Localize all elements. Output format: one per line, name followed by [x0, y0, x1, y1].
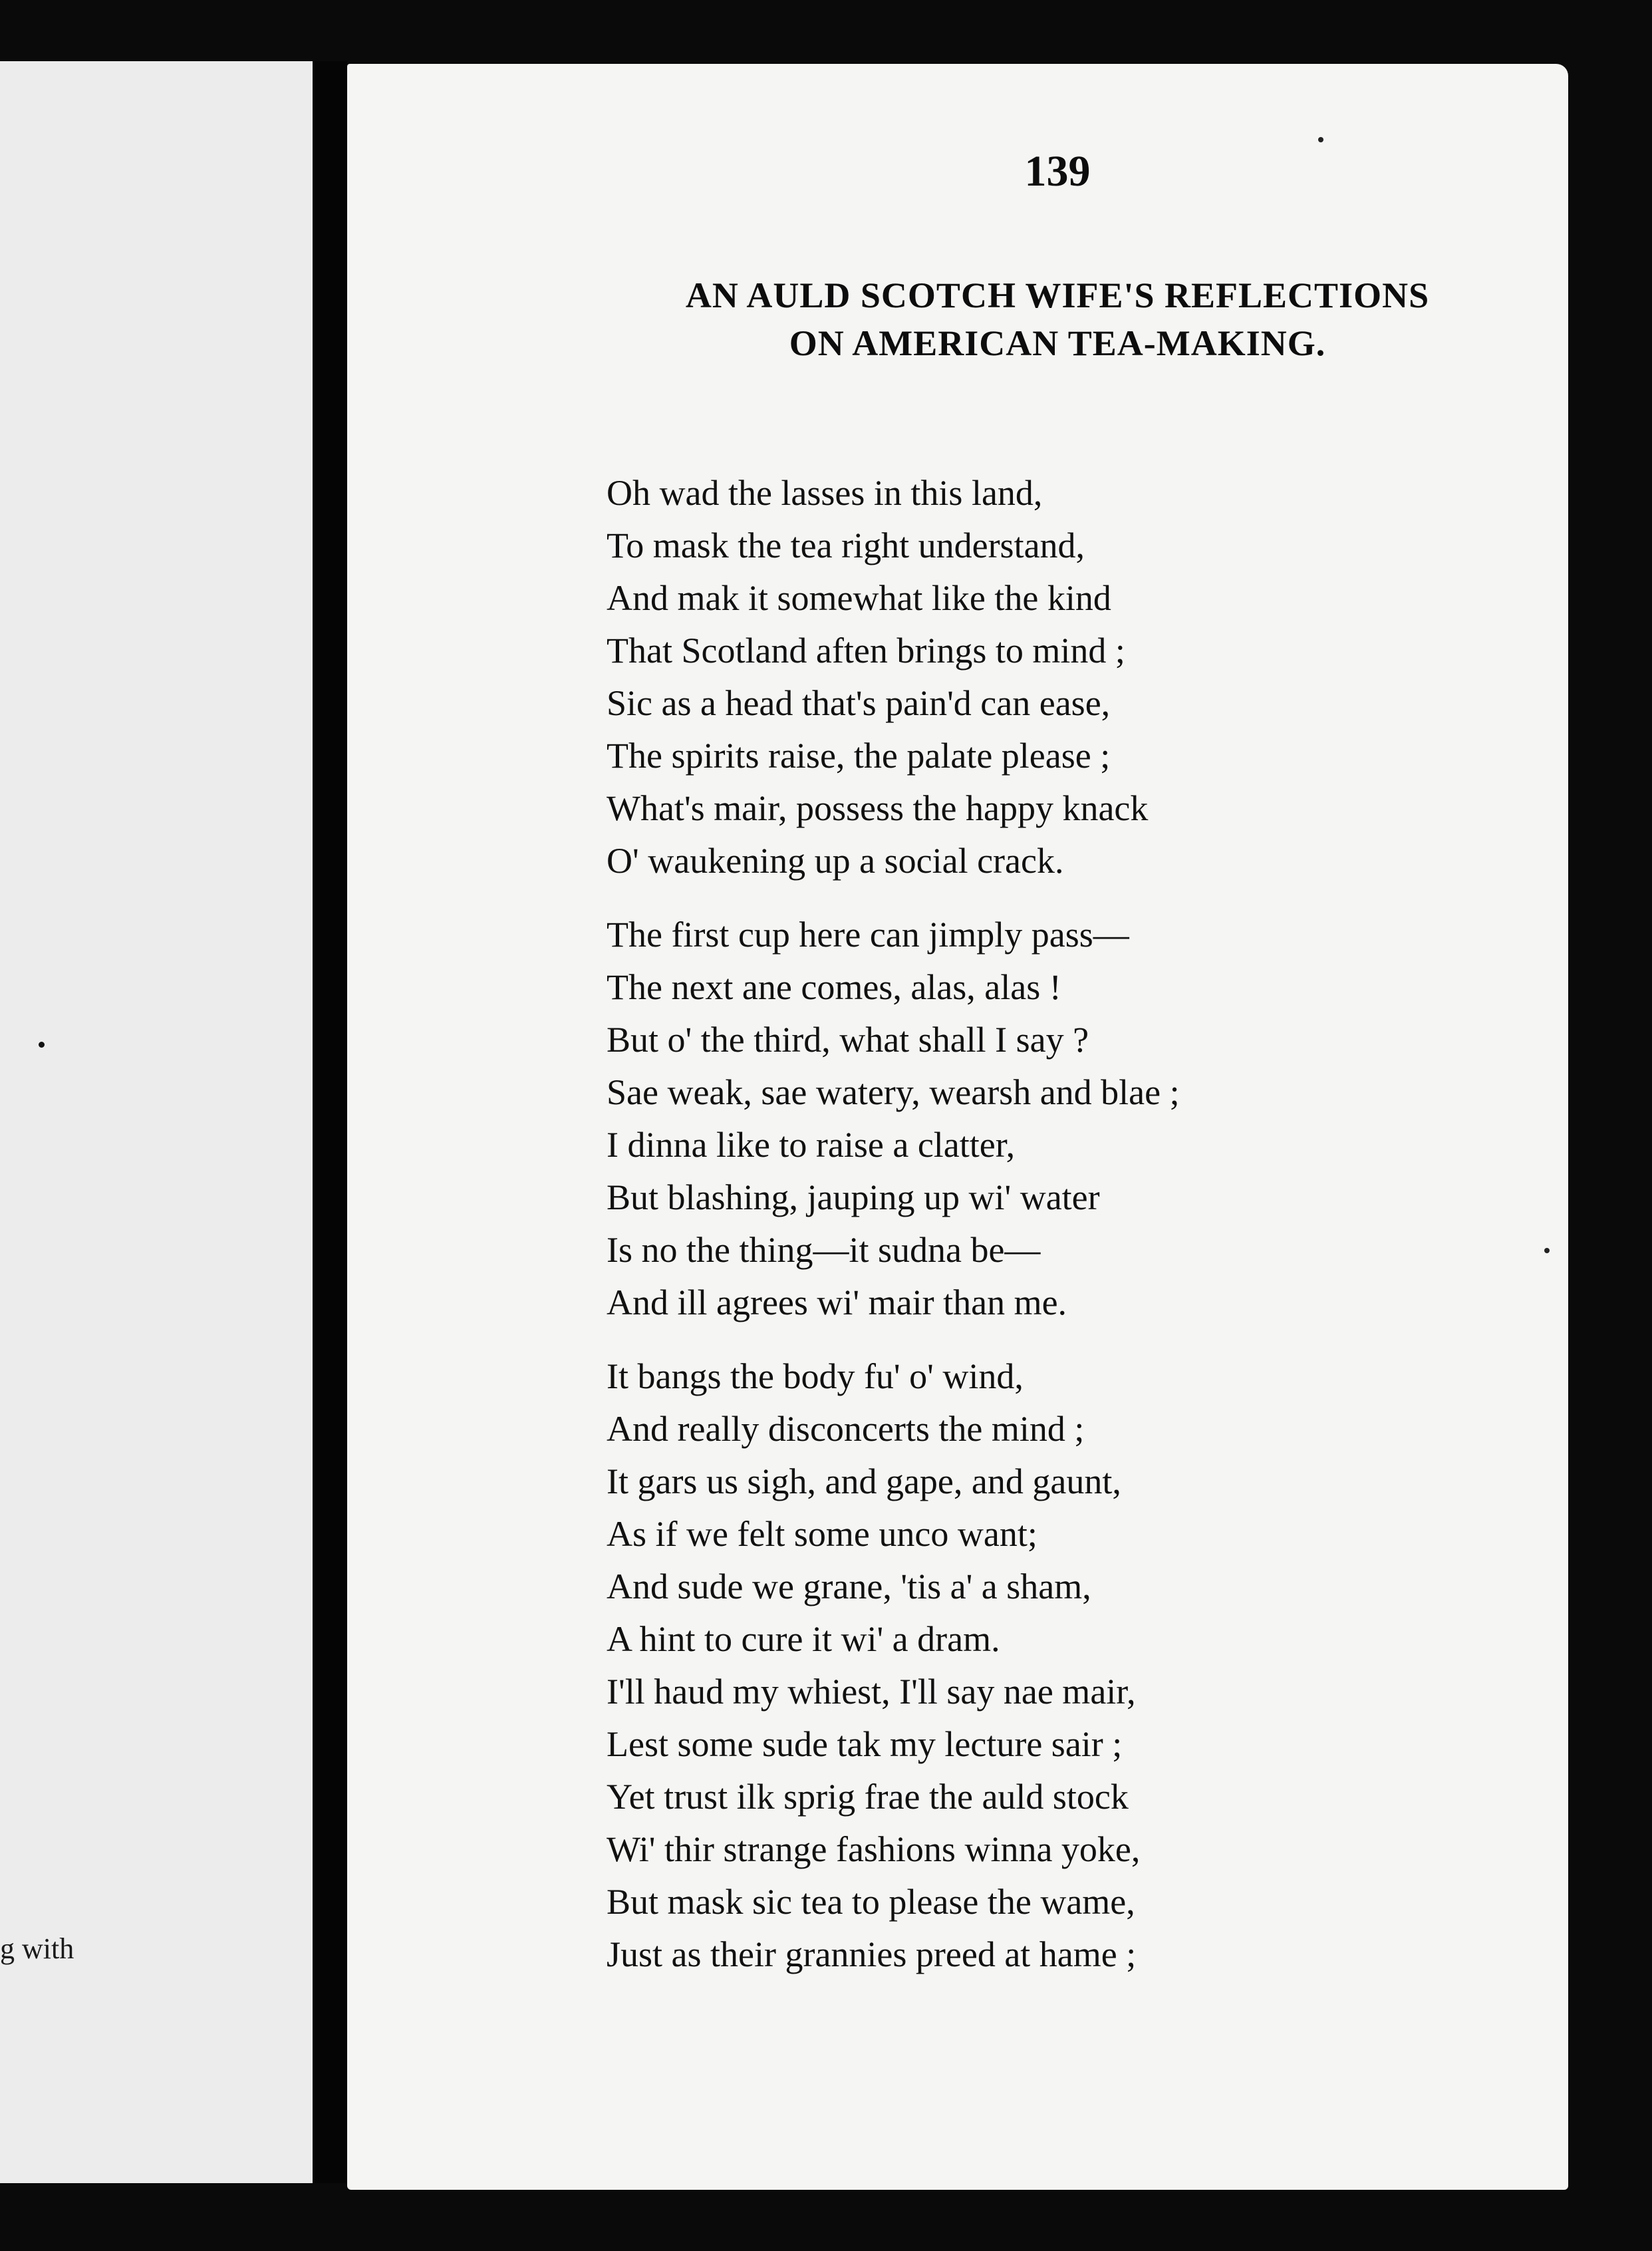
- stanza: [607, 467, 1538, 887]
- poem-title-line-2: ON AMERICAN TEA-MAKING.: [789, 323, 1326, 363]
- poem-line: Yet trust ilk sprig frae the auld stock: [607, 1777, 1129, 1817]
- poem-line: And ill agrees wi' mair than me.: [607, 1282, 1067, 1322]
- right-page: [347, 64, 1568, 2190]
- poem-line: Oh wad the lasses in this land,: [607, 473, 1043, 513]
- poem-line: But blashing, jauping up wi' water: [607, 1177, 1100, 1217]
- poem-line: Sic as a head that's pain'd can ease,: [607, 683, 1111, 723]
- print-speck: [39, 1042, 45, 1048]
- poem-line: But o' the third, what shall I say ?: [607, 1020, 1089, 1060]
- poem-title: [347, 271, 1568, 367]
- poem-line: A hint to cure it wi' a dram.: [607, 1619, 1000, 1659]
- poem-line: To mask the tea right understand,: [607, 525, 1085, 565]
- print-speck: [1318, 137, 1323, 142]
- poem-line: The spirits raise, the palate please ;: [607, 736, 1111, 776]
- poem-line: That Scotland aften brings to mind ;: [607, 631, 1125, 671]
- poem-line: The next ane comes, alas, alas !: [607, 967, 1061, 1007]
- poem-line: Is no the thing—it sudna be—: [607, 1230, 1041, 1270]
- poem-line: And mak it somewhat like the kind: [607, 578, 1111, 618]
- stanza: [607, 909, 1538, 1329]
- left-page-text-fragment: g with: [0, 1932, 74, 1965]
- poem-line: Sae weak, sae watery, wearsh and blae ;: [607, 1072, 1180, 1112]
- poem-line: And sude we grane, 'tis a' a sham,: [607, 1567, 1091, 1606]
- stanza: [607, 1350, 1538, 1981]
- poem-title-line-1: AN AULD SCOTCH WIFE'S REFLECTIONS: [685, 275, 1430, 315]
- poem-line: O' waukening up a social crack.: [607, 841, 1064, 881]
- poem-line: Lest some sude tak my lecture sair ;: [607, 1724, 1123, 1764]
- poem-line: It gars us sigh, and gape, and gaunt,: [607, 1461, 1121, 1501]
- poem-line: Just as their grannies preed at hame ;: [607, 1934, 1137, 1974]
- book-spine: [313, 61, 347, 2183]
- poem-line: And really disconcerts the mind ;: [607, 1409, 1085, 1449]
- poem-line: It bangs the body fu' o' wind,: [607, 1356, 1024, 1396]
- poem-body: [607, 467, 1538, 2002]
- left-page: [0, 61, 313, 2183]
- print-speck: [1544, 1248, 1550, 1253]
- page-number: 139: [1024, 147, 1091, 196]
- poem-line: What's mair, possess the happy knack: [607, 788, 1149, 828]
- poem-line: But mask sic tea to please the wame,: [607, 1882, 1135, 1922]
- poem-line: I dinna like to raise a clatter,: [607, 1125, 1016, 1165]
- poem-line: As if we felt some unco want;: [607, 1514, 1037, 1554]
- poem-line: I'll haud my whiest, I'll say nae mair,: [607, 1672, 1136, 1712]
- poem-line: Wi' thir strange fashions winna yoke,: [607, 1829, 1141, 1869]
- poem-line: The first cup here can jimply pass—: [607, 915, 1129, 955]
